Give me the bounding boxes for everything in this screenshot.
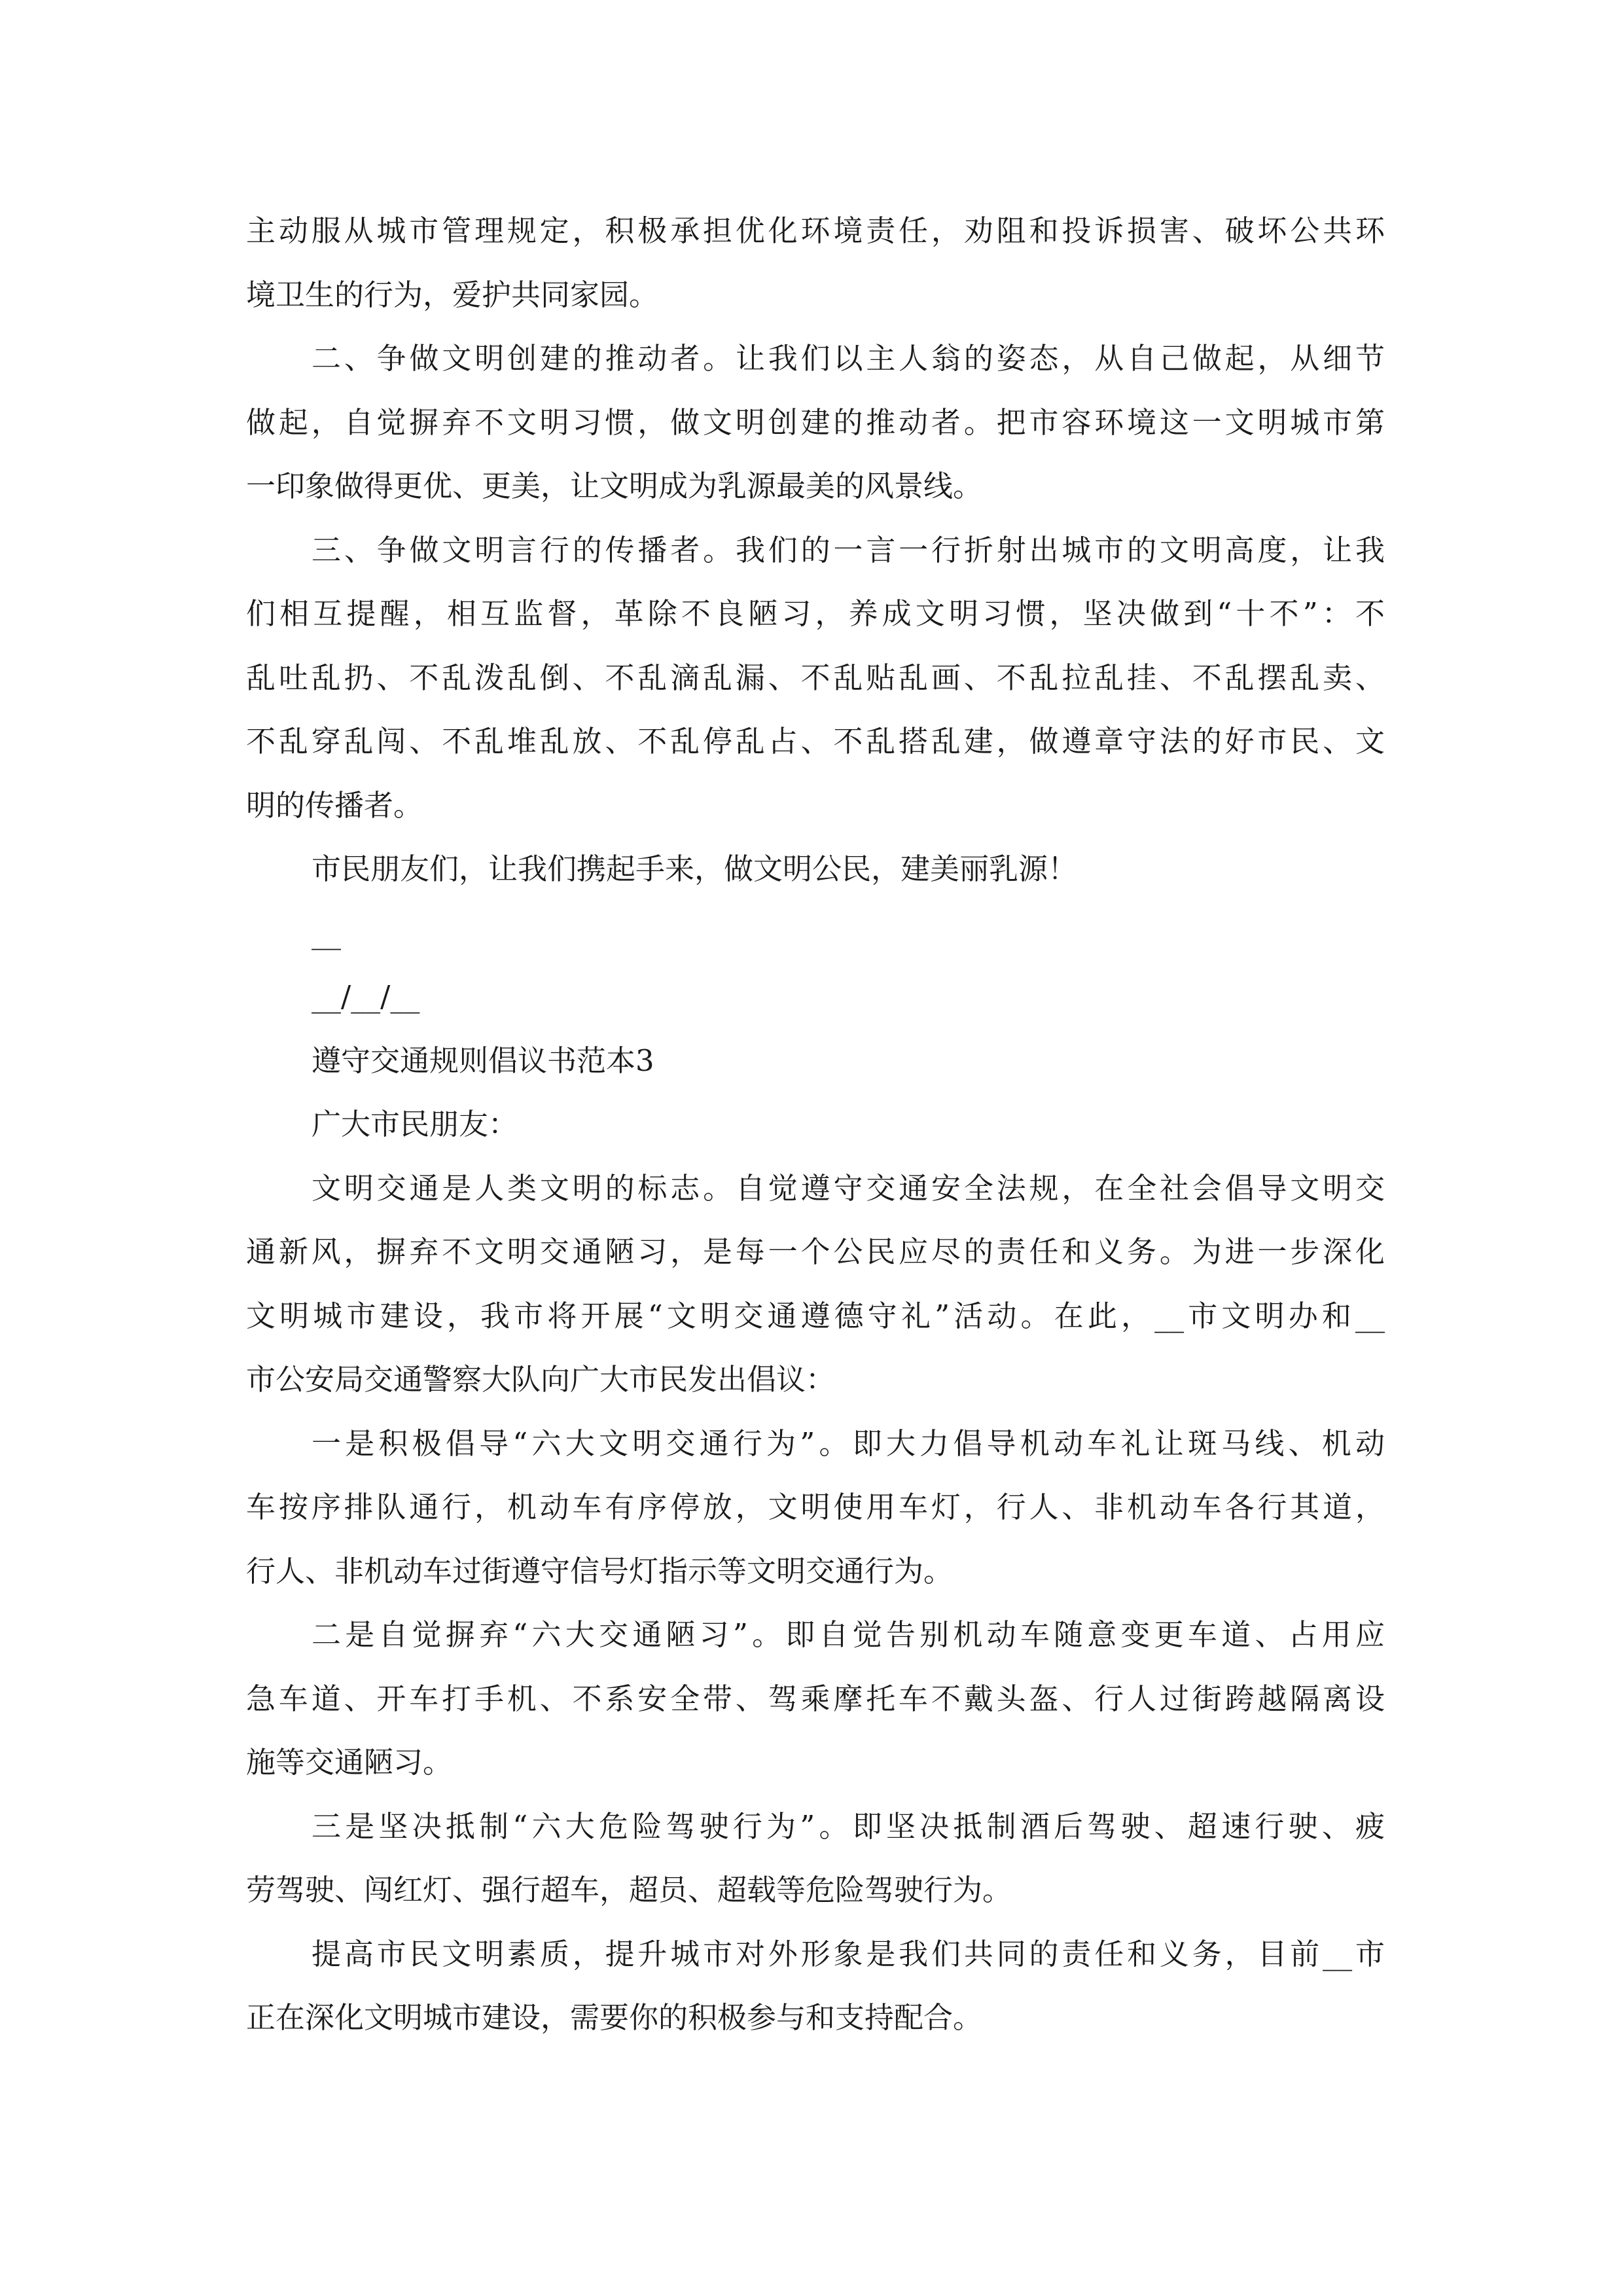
date-blank: __/__/__ (312, 979, 420, 1014)
document-body (246, 199, 1385, 2050)
paragraph-intro-line: 文明交通是人类文明的标志。自觉遵守交通安全法规，在全社会倡导文明交 (312, 1170, 1385, 1206)
section-title: 遵守交通规则倡议书范本3 (312, 1043, 654, 1078)
paragraph-3b-line: 三是坚决抵制“六大危险驾驶行为”。即坚决抵制酒后驾驶、超速行驶、疲 (312, 1808, 1385, 1844)
text-line: 们相互提醒，相互监督，革除不良陋习，养成文明习惯，坚决做到“十不”：不 (246, 596, 1385, 631)
text-line: 乱吐乱扔、不乱泼乱倒、不乱滴乱漏、不乱贴乱画、不乱拉乱挂、不乱摆乱卖、 (246, 660, 1385, 695)
text-line: 一印象做得更优、更美，让文明成为乳源最美的风景线。 (246, 469, 983, 503)
paragraph-3-line: 三、争做文明言行的传播者。我们的一言一行折射出城市的文明高度，让我 (312, 532, 1385, 567)
text-line: 文明城市建设，我市将开展“文明交通遵德守礼”活动。在此，__市文明办和__ (246, 1298, 1385, 1333)
text-line: 市公安局交通警察大队向广大市民发出倡议： (246, 1362, 836, 1397)
text-line: 做起，自觉摒弃不文明习惯，做文明创建的推动者。把市容环境这一文明城市第 (246, 404, 1385, 440)
paragraph-2-line: 二、争做文明创建的推动者。让我们以主人翁的姿态，从自己做起，从细节 (312, 341, 1385, 376)
closing-line: 市民朋友们，让我们携起手来，做文明公民，建美丽乳源！ (312, 852, 1078, 886)
paragraph-2b-line: 二是自觉摒弃“六大交通陋习”。即自觉告别机动车随意变更车道、占用应 (312, 1617, 1385, 1652)
text-line: 主动服从城市管理规定，积极承担优化环境责任，劝阻和投诉损害、破坏公共环 (246, 213, 1385, 248)
text-line: 急车道、开车打手机、不系安全带、驾乘摩托车不戴头盔、行人过街跨越隔离设 (246, 1681, 1385, 1716)
text-line: 正在深化文明城市建设，需要你的积极参与和支持配合。 (246, 2000, 983, 2035)
text-line: 车按序排队通行，机动车有序停放，文明使用车灯，行人、非机动车各行其道， (246, 1490, 1385, 1524)
text-line: 明的传播者。 (246, 787, 423, 823)
text-line: 行人、非机动车过街遵守信号灯指示等文明交通行为。 (246, 1553, 954, 1588)
salutation: 广大市民朋友： (312, 1107, 518, 1141)
text-line: 施等交通陋习。 (246, 1745, 453, 1780)
text-line: 境卫生的行为，爱护共同家园。 (246, 277, 659, 312)
text-line: 不乱穿乱闯、不乱堆乱放、不乱停乱占、不乱搭乱建，做遵章守法的好市民、文 (246, 724, 1385, 759)
signature-blank: __ (312, 915, 341, 950)
paragraph-final-line: 提高市民文明素质，提升城市对外形象是我们共同的责任和义务，目前__市 (312, 1936, 1385, 1971)
text-line: 劳驾驶、闯红灯、强行超车，超员、超载等危险驾驶行为。 (246, 1873, 1012, 1907)
text-line: 通新风，摒弃不文明交通陋习，是每一个公民应尽的责任和义务。为进一步深化 (246, 1234, 1385, 1269)
paragraph-1-line: 一是积极倡导“六大文明交通行为”。即大力倡导机动车礼让斑马线、机动 (312, 1426, 1385, 1461)
